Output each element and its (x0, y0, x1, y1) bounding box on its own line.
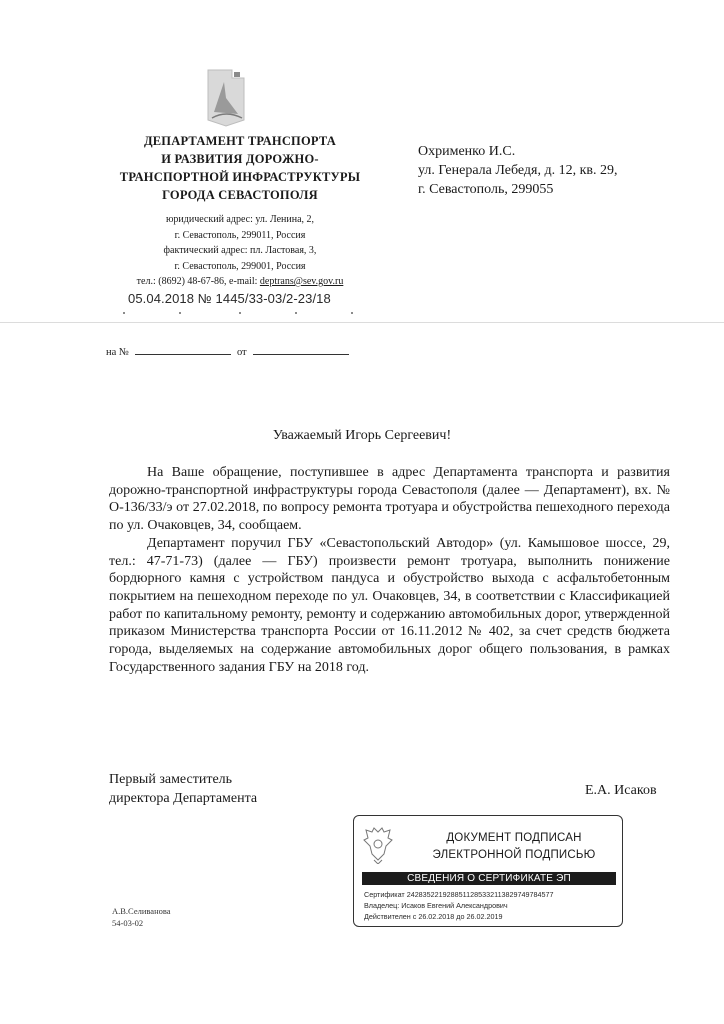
email-link[interactable]: deptrans@sev.gov.ru (259, 276, 344, 287)
e-signature-heading-line: ЭЛЕКТРОННОЙ ПОДПИСЬЮ (432, 849, 596, 861)
recipient-line: ул. Генерала Лебедя, д. 12, кв. 29, (418, 163, 618, 178)
letter-body (109, 464, 670, 676)
signer-name: Е.А. Исаков (585, 783, 657, 798)
reference-date-blank (253, 344, 349, 355)
executor-name: А.В.Селиванова (112, 906, 171, 916)
address-line: фактический адрес: пл. Ластовая, 3, (163, 245, 317, 256)
department-address (70, 212, 410, 290)
e-signature-heading-line: ДОКУМЕНТ ПОДПИСАН (446, 832, 582, 844)
signer-title-line: Первый заместитель (109, 772, 233, 787)
recipient-line: Охрименко И.С. (418, 144, 516, 159)
department-name (100, 132, 380, 204)
underline-dots (120, 310, 360, 316)
contacts-prefix: тел.: (8692) 48-67-86, e-mail: (136, 276, 260, 287)
body-paragraph: На Ваше обращение, поступившее в адрес Департамента транспорта и развития дорожно-транспортной инфраструктуры города Севастополя (далее — Департамент), вх. № О-136/33/э от 27.02.2018, по вопросу ремонта тротуара и обустройства пешеходного перехода по ул. Очаковцев, 34, сообщаем. (109, 465, 670, 534)
reference-number-blank (135, 344, 231, 355)
department-name-line: ТРАНСПОРТНОЙ ИНФРАСТРУКТУРЫ (119, 170, 361, 184)
e-signature-stamp (353, 815, 623, 927)
reference-number-label: на № (106, 347, 129, 358)
e-signature-heading (414, 830, 614, 864)
recipient-block (418, 142, 618, 199)
signer-title (109, 770, 257, 808)
certificate-owner: Владелец: Исаков Евгений Александрович (364, 901, 508, 910)
department-name-line: ДЕПАРТАМЕНТ ТРАНСПОРТА (143, 134, 337, 148)
address-line: г. Севастополь, 299011, Россия (174, 229, 306, 241)
certificate-details (364, 889, 554, 922)
fold-line (0, 322, 724, 323)
sevastopol-emblem-icon (204, 68, 248, 128)
double-headed-eagle-icon (362, 826, 394, 864)
reference-date-label: от (236, 347, 247, 358)
department-name-line: И РАЗВИТИЯ ДОРОЖНО- (161, 152, 319, 166)
registration-stamp: 05.04.2018 № 1445/33-03/2-23/18 (128, 291, 331, 306)
body-paragraph: Департамент поручил ГБУ «Севастопольский Автодор» (ул. Камышовое шоссе, 29, тел.: 47-71-73) (далее — ГБУ) произвести ремонт тротуара, выполнить понижение бордюрного камня с устройством пандуса и обустройство выхода с асфальтобетонным покрытием на пешеходном переходе по ул. Очаковцев, 34, в соответствии с Классификацией работ по капитальному ремонту, ремонту и содержанию автомобильных дорог, утвержденной приказом Министерства транспорта России от 16.11.2012 № 402, за счет средств бюджета города, выделяемых на содержание автомобильных дорог общего пользования, в рамках Государственного задания ГБУ на 2018 год. (109, 535, 670, 675)
certificate-number: Сертификат 2428352219288511285332113829749784577 (364, 890, 554, 899)
executor-info (112, 905, 171, 929)
contacts-line (70, 274, 410, 290)
signer-title-line: директора Департамента (109, 791, 258, 806)
address-line: г. Севастополь, 299001, Россия (174, 260, 306, 272)
salutation: Уважаемый Игорь Сергеевич! (272, 428, 452, 443)
reference-line (106, 344, 355, 358)
recipient-line: г. Севастополь, 299055 (418, 182, 554, 197)
certificate-info-bar: СВЕДЕНИЯ О СЕРТИФИКАТЕ ЭП (362, 872, 616, 885)
executor-phone: 54-03-02 (112, 918, 144, 928)
certificate-validity: Действителен с 26.02.2018 до 26.02.2019 (364, 912, 503, 921)
department-name-line: ГОРОДА СЕВАСТОПОЛЯ (162, 188, 318, 202)
address-line: юридический адрес: ул. Ленина, 2, (165, 214, 315, 225)
